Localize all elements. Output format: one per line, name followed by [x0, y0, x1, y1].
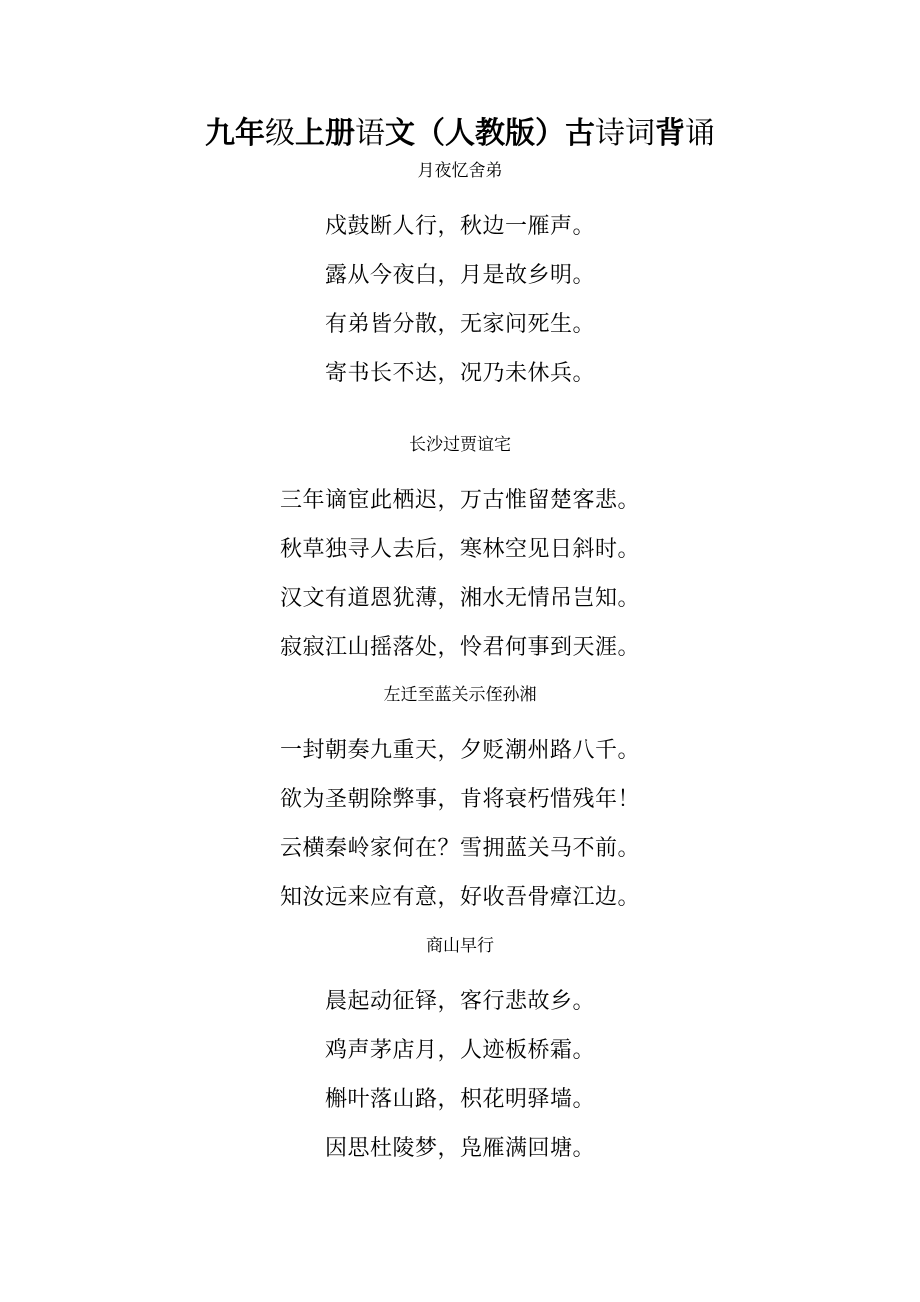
- poem-line: 因思杜陵梦，凫雁满回塘。: [324, 1136, 595, 1161]
- poem-section: [0, 683, 920, 922]
- title-part: 诵: [685, 116, 715, 151]
- title-part: 文（人教版）古: [385, 116, 595, 151]
- title-part: 语: [355, 116, 385, 151]
- poem-line: 秋草独寻人去后，寒林空见日斜时。: [279, 537, 640, 562]
- poem-line: 一封朝奏九重天，夕贬潮州路八千。: [279, 738, 640, 763]
- poem-section: [0, 159, 920, 398]
- poem-title: 月夜忆舍弟: [417, 161, 503, 181]
- poem-lines: [0, 977, 920, 1173]
- poem-line: 戍鼓断人行，秋边一雁声。: [324, 214, 595, 239]
- poem-lines: [0, 726, 920, 922]
- poem-line: 云横秦岭家何在？雪拥蓝关马不前。: [279, 836, 640, 861]
- title-part: 背: [655, 116, 685, 151]
- poem-line: 汉文有道恩犹薄，湘水无情吊岂知。: [279, 586, 640, 611]
- poem-line: 有弟皆分散，无家问死生。: [324, 312, 595, 337]
- title-part: 级: [265, 116, 295, 151]
- poem-line: 晨起动征铎，客行悲故乡。: [324, 989, 595, 1014]
- poem-section: [0, 934, 920, 1173]
- poem-line: 欲为圣朝除弊事，肯将衰朽惜残年！: [279, 787, 640, 812]
- poem-title: 商山早行: [426, 936, 494, 956]
- poem-line: 三年谪宦此栖迟，万古惟留楚客悲。: [279, 488, 640, 513]
- document-title: [0, 110, 920, 158]
- poem-title: 长沙过贾谊宅: [409, 435, 511, 455]
- poem-line: 槲叶落山路，枳花明驿墙。: [324, 1087, 595, 1112]
- poem-line: 知汝远来应有意，好收吾骨瘴江边。: [279, 885, 640, 910]
- poem-line: 鸡声茅店月，人迹板桥霜。: [324, 1038, 595, 1063]
- poem-lines: [0, 202, 920, 398]
- poem-lines: [0, 476, 920, 672]
- poem-title: 左迁至蓝关示侄孙湘: [383, 685, 537, 705]
- poem-section: [0, 433, 920, 672]
- poem-line: 露从今夜白，月是故乡明。: [324, 263, 595, 288]
- title-part: 诗词: [595, 116, 655, 151]
- poem-line: 寂寂江山摇落处，怜君何事到天涯。: [279, 635, 640, 660]
- poem-line: 寄书长不达，况乃未休兵。: [324, 361, 595, 386]
- title-part: 上册: [295, 116, 355, 151]
- title-part: 九年: [205, 116, 265, 151]
